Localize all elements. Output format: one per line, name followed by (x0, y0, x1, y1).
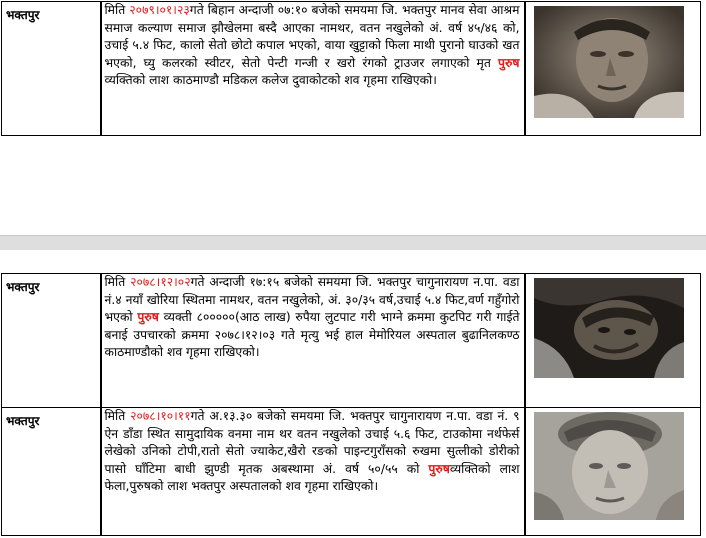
face-photo (534, 6, 684, 118)
photo-cell (525, 2, 701, 136)
record-table-1 (1, 1, 701, 136)
table-row (2, 2, 701, 136)
face-photo (534, 278, 684, 378)
record-date: २०७८।१२।०२ (130, 275, 191, 289)
place-cell: भक्तपुर (2, 2, 101, 136)
description-cell: मिति २०७८।१०।११गते अ.१३.३० बजेको समयमा जि. भक्तपुर चागुनारायण न.पा. वडा नं. ९ ऐन डाँडा स्थित सामुदायिक वनमा नाम थर वतन नखुलेको उचाई ५.६ फिट, टाउकोमा नर्थफेर्स लेखेको उनिको टोपी,रातो सेतो ज्याकेट,खैरो रङको पाइन्टगुराँसको रुखमा सुत्लीको डोरीको पासो घाँटिमा बाधी झुण्डी मृतक अबस्थामा अं. वर्ष ५०/५५ को पुरुषव्यक्तिको लाश फेला,पुरुषको लाश भक्तपुर अस्पतालको शव गृहमा राखिएको। (101, 408, 525, 536)
gender-label: पुरुष (137, 310, 159, 324)
photo-cell (525, 408, 701, 536)
face-photo (534, 412, 684, 520)
section-divider (0, 235, 706, 250)
place-cell: भक्तपुर (2, 274, 101, 408)
record-date: २०७८।१०।११ (130, 409, 191, 423)
record-table-2 (1, 273, 701, 536)
gender-label: पुरुष (498, 55, 520, 70)
gender-label: पुरुष (428, 461, 450, 476)
record-date: २०७९।०१।२३ (129, 3, 190, 17)
table-row (2, 274, 701, 408)
photo-cell (525, 274, 701, 408)
place-cell: भक्तपुर (2, 408, 101, 536)
description-cell: मिति २०७९।०१।२३गते बिहान अन्दाजी ०७:१० बजेको समयमा जि. भक्तपुर मानव सेवा आश्रम समाज कल्याण समाज झौखेलमा बस्दै आएका नामथर, वतन नखुलेको अं. वर्ष ४५/४६ को, उचाई ५.४ फिट, कालो सेतो छोटो कपाल भएको, वाया खुट्टाको फिला माथी पुरानो घाउको खत भएको, घ्यु कलरको स्वीटर, सेतो पेन्टी गन्जी र खरो रंगको ट्राउजर लगाएको मृत पुरुष व्यक्तिको लाश काठमाण्डौ मडिकल कलेज दुवाकोटको शव गृहमा राखिएको। (101, 2, 525, 136)
description-cell: मिति २०७८।१२।०२गते अन्दाजी १७:१५ बजेको समयमा जि. भक्तपुर चागुनारायण न.पा. वडा नं.४ नयाँ खोरिया स्थितमा नामथर, वतन नखुलेको, अं. ३०/३५ वर्ष,उचाई ५.४ फिट,वर्ण गहुँगोरो भएको पुरुष व्यक्ती ८०००००(आठ लाख) रुपैया लुटपाट गरी भाग्ने क्रममा कुटपिट गरी गाईते बनाई उपचारको क्रममा २०७८।१२।०३ गते मृत्यु भई हाल मेमोरियल अस्पताल बुढानिलकण्ठ काठमाण्डौको शव गृहमा राखिएको। (101, 274, 525, 408)
table-row (2, 408, 701, 536)
